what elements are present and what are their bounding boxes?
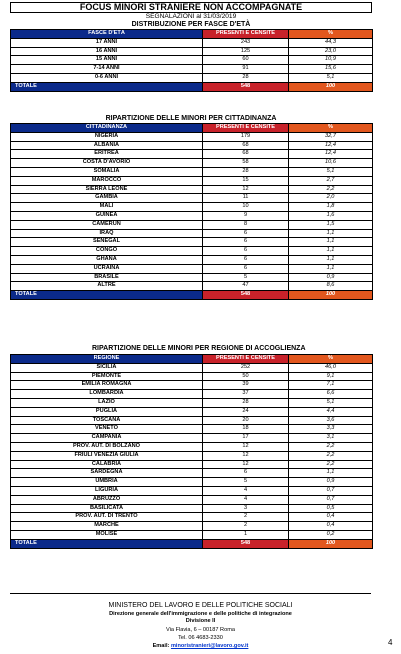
region-count-cell: 12 [203,442,289,451]
region-count-cell: 2 [203,513,289,522]
citizenship-name-cell: GUINEA [11,211,203,220]
citizenship-percent-cell: 1,5 [289,220,373,229]
region-name-cell: FRIULI VENEZIA GIULIA [11,451,203,460]
age-header-count: PRESENTI E CENSITE [203,30,289,39]
region-row [11,495,373,504]
region-row [11,372,373,381]
region-row [11,425,373,434]
age-total-label: TOTALE [11,82,203,91]
footer-address: Via Flavia, 6 – 00187 Roma [166,627,235,633]
age-count-cell: 125 [203,47,289,56]
citizenship-row [11,185,373,194]
region-name-cell: LIGURIA [11,486,203,495]
citizenship-count-cell: 12 [203,185,289,194]
citizenship-percent-cell: 12,4 [289,141,373,150]
citizenship-count-cell: 8 [203,220,289,229]
citizenship-percent-cell: 1,1 [289,264,373,273]
age-percent-cell: 23,0 [289,47,373,56]
citizenship-row [11,159,373,168]
region-percent-cell: 0,7 [289,486,373,495]
citizenship-count-cell: 6 [203,255,289,264]
citizenship-row [11,273,373,282]
age-total-count: 548 [203,82,289,91]
age-percent-cell: 5,1 [289,73,373,82]
region-percent-cell: 2,2 [289,460,373,469]
citizenship-name-cell: BRASILE [11,273,203,282]
region-row [11,522,373,531]
region-percent-cell: 9,1 [289,372,373,381]
region-percent-cell: 1,1 [289,469,373,478]
citizenship-row [11,141,373,150]
region-name-cell: ABRUZZO [11,495,203,504]
footer-email-link[interactable]: minoristranieri@lavoro.gov.it [170,643,249,649]
footer-email-label: Email: [152,643,170,649]
age-percent-cell: 15,6 [289,65,373,74]
region-name-cell: CALABRIA [11,460,203,469]
citizenship-percent-cell: 5,1 [289,167,373,176]
region-count-cell: 12 [203,460,289,469]
citizenship-count-cell: 179 [203,132,289,141]
region-row [11,460,373,469]
citizenship-row [11,176,373,185]
citizenship-table [10,123,373,300]
citizenship-count-cell: 6 [203,229,289,238]
region-name-cell: PUGLIA [11,407,203,416]
region-table [10,354,373,549]
region-row [11,363,373,372]
region-count-cell: 39 [203,381,289,390]
citizenship-percent-cell: 2,2 [289,185,373,194]
citizenship-total-percent: 100 [289,291,373,300]
age-count-cell: 91 [203,65,289,74]
region-name-cell: CAMPANIA [11,434,203,443]
report-subtitle: SEGNALAZIONI al 31/03/2019 [145,13,237,20]
footer-email-line [0,642,401,650]
citizenship-count-cell: 68 [203,141,289,150]
citizenship-percent-cell: 1,8 [289,203,373,212]
region-percent-cell: 3,1 [289,434,373,443]
age-row [11,56,373,65]
citizenship-row [11,264,373,273]
region-name-cell: LOMBARDIA [11,390,203,399]
citizenship-header-country: CITTADINANZA [11,124,203,133]
region-row [11,504,373,513]
region-count-cell: 17 [203,434,289,443]
citizenship-row [11,167,373,176]
region-percent-cell: 0,4 [289,513,373,522]
citizenship-row [11,203,373,212]
citizenship-name-cell: SENEGAL [11,238,203,247]
citizenship-name-cell: MAROCCO [11,176,203,185]
citizenship-row [11,247,373,256]
region-count-cell: 18 [203,425,289,434]
region-name-cell: EMILIA ROMAGNA [11,381,203,390]
age-row [11,47,373,56]
citizenship-name-cell: GHANA [11,255,203,264]
citizenship-total-count: 548 [203,291,289,300]
region-count-cell: 28 [203,398,289,407]
citizenship-header-percent: % [289,124,373,133]
age-total-row [11,82,373,91]
footer-phone: Tel. 06 4683-2330 [178,635,223,641]
report-title: FOCUS MINORI STRANIERE NON ACCOMPAGNATE [10,2,372,13]
footer-division: Divisione II [185,618,216,624]
age-percent-cell: 10,9 [289,56,373,65]
age-name-cell: 7-14 ANNI [11,65,203,74]
citizenship-percent-cell: 32,7 [289,132,373,141]
citizenship-percent-cell: 1,1 [289,229,373,238]
citizenship-row [11,194,373,203]
region-name-cell: TOSCANA [11,416,203,425]
footer-divider [10,593,371,594]
region-count-cell: 4 [203,486,289,495]
region-name-cell: MOLISE [11,530,203,539]
citizenship-row [11,238,373,247]
citizenship-row [11,211,373,220]
citizenship-count-cell: 47 [203,282,289,291]
region-percent-cell: 3,3 [289,425,373,434]
age-header-group: FASCE D'ETÀ [11,30,203,39]
citizenship-count-cell: 11 [203,194,289,203]
region-count-cell: 2 [203,522,289,531]
region-row [11,530,373,539]
citizenship-name-cell: CONGO [11,247,203,256]
citizenship-total-row [11,291,373,300]
citizenship-count-cell: 6 [203,264,289,273]
citizenship-table-header-row [11,124,373,133]
region-count-cell: 20 [203,416,289,425]
region-name-cell: SARDEGNA [11,469,203,478]
region-count-cell: 12 [203,451,289,460]
region-count-cell: 1 [203,530,289,539]
citizenship-percent-cell: 1,6 [289,211,373,220]
age-percent-cell: 44,3 [289,38,373,47]
region-percent-cell: 2,2 [289,451,373,460]
citizenship-name-cell: CAMERUN [11,220,203,229]
region-row [11,398,373,407]
citizenship-row [11,132,373,141]
citizenship-count-cell: 5 [203,273,289,282]
citizenship-name-cell: ERITREA [11,150,203,159]
age-row [11,73,373,82]
citizenship-row [11,229,373,238]
age-name-cell: 0-6 ANNI [11,73,203,82]
citizenship-count-cell: 10 [203,203,289,212]
region-name-cell: PROV. AUT. DI BOLZANO [11,442,203,451]
region-row [11,451,373,460]
region-name-cell: MARCHE [11,522,203,531]
region-count-cell: 252 [203,363,289,372]
citizenship-percent-cell: 1,1 [289,255,373,264]
region-total-count: 548 [203,539,289,548]
citizenship-name-cell: SIERRA LEONE [11,185,203,194]
citizenship-name-cell: ALTRE [11,282,203,291]
region-name-cell: PIEMONTE [11,372,203,381]
region-row [11,478,373,487]
region-count-cell: 5 [203,478,289,487]
age-section-title: DISTRIBUZIONE PER FASCE D'ETÀ [131,21,251,28]
region-count-cell: 24 [203,407,289,416]
page-number: 4 [388,638,393,647]
region-total-label: TOTALE [11,539,203,548]
region-percent-cell: 0,5 [289,504,373,513]
citizenship-section-title: RIPARTIZIONE DELLE MINORI PER CITTADINANZA [105,115,277,122]
citizenship-count-cell: 15 [203,176,289,185]
region-total-row [11,539,373,548]
citizenship-percent-cell: 8,6 [289,282,373,291]
age-count-cell: 28 [203,73,289,82]
region-row [11,469,373,478]
citizenship-count-cell: 58 [203,159,289,168]
age-header-percent: % [289,30,373,39]
age-count-cell: 243 [203,38,289,47]
region-percent-cell: 4,4 [289,407,373,416]
citizenship-percent-cell: 12,4 [289,150,373,159]
region-percent-cell: 0,7 [289,495,373,504]
region-percent-cell: 5,1 [289,398,373,407]
region-percent-cell: 3,6 [289,416,373,425]
citizenship-percent-cell: 10,6 [289,159,373,168]
citizenship-count-cell: 6 [203,247,289,256]
region-count-cell: 50 [203,372,289,381]
region-name-cell: BASILICATA [11,504,203,513]
region-header-region: REGIONE [11,355,203,364]
region-row [11,407,373,416]
age-row [11,38,373,47]
region-name-cell: VENETO [11,425,203,434]
citizenship-percent-cell: 2,0 [289,194,373,203]
region-header-percent: % [289,355,373,364]
citizenship-name-cell: SOMALIA [11,167,203,176]
citizenship-name-cell: COSTA D'AVORIO [11,159,203,168]
age-name-cell: 15 ANNI [11,56,203,65]
region-row [11,434,373,443]
age-total-percent: 100 [289,82,373,91]
citizenship-name-cell: ALBANIA [11,141,203,150]
region-count-cell: 3 [203,504,289,513]
age-table [10,29,373,92]
age-table-header-row [11,30,373,39]
citizenship-count-cell: 9 [203,211,289,220]
region-row [11,381,373,390]
region-count-cell: 37 [203,390,289,399]
citizenship-name-cell: MALI [11,203,203,212]
citizenship-percent-cell: 0,9 [289,273,373,282]
region-percent-cell: 0,9 [289,478,373,487]
citizenship-percent-cell: 1,1 [289,238,373,247]
citizenship-count-cell: 28 [203,167,289,176]
age-row [11,65,373,74]
citizenship-name-cell: GAMBIA [11,194,203,203]
region-name-cell: PROV. AUT. DI TRENTO [11,513,203,522]
citizenship-row [11,150,373,159]
region-percent-cell: 7,1 [289,381,373,390]
region-count-cell: 6 [203,469,289,478]
citizenship-count-cell: 6 [203,238,289,247]
region-row [11,390,373,399]
region-total-percent: 100 [289,539,373,548]
region-percent-cell: 2,2 [289,442,373,451]
region-percent-cell: 46,0 [289,363,373,372]
citizenship-percent-cell: 1,1 [289,247,373,256]
age-name-cell: 16 ANNI [11,47,203,56]
age-name-cell: 17 ANNI [11,38,203,47]
region-percent-cell: 0,4 [289,522,373,531]
region-header-count: PRESENTI E CENSITE [203,355,289,364]
region-row [11,416,373,425]
region-table-header-row [11,355,373,364]
region-count-cell: 4 [203,495,289,504]
region-row [11,442,373,451]
region-name-cell: UMBRIA [11,478,203,487]
citizenship-name-cell: UCRAINA [11,264,203,273]
region-name-cell: SICILIA [11,363,203,372]
age-count-cell: 60 [203,56,289,65]
footer-directorate: Direzione generale dell'immigrazione e delle politiche di integrazione [109,611,292,617]
citizenship-count-cell: 68 [203,150,289,159]
region-percent-cell: 6,6 [289,390,373,399]
region-percent-cell: 0,2 [289,530,373,539]
citizenship-name-cell: NIGERIA [11,132,203,141]
region-name-cell: LAZIO [11,398,203,407]
citizenship-row [11,220,373,229]
region-row [11,513,373,522]
citizenship-header-count: PRESENTI E CENSITE [203,124,289,133]
region-row [11,486,373,495]
citizenship-row [11,282,373,291]
citizenship-total-label: TOTALE [11,291,203,300]
region-section-title: RIPARTIZIONE DELLE MINORI PER REGIONE DI ACCOGLIENZA [92,345,306,352]
citizenship-row [11,255,373,264]
citizenship-percent-cell: 2,7 [289,176,373,185]
footer-ministry: MINISTERO DEL LAVORO E DELLE POLITICHE SOCIALI [108,602,293,609]
citizenship-name-cell: IRAQ [11,229,203,238]
